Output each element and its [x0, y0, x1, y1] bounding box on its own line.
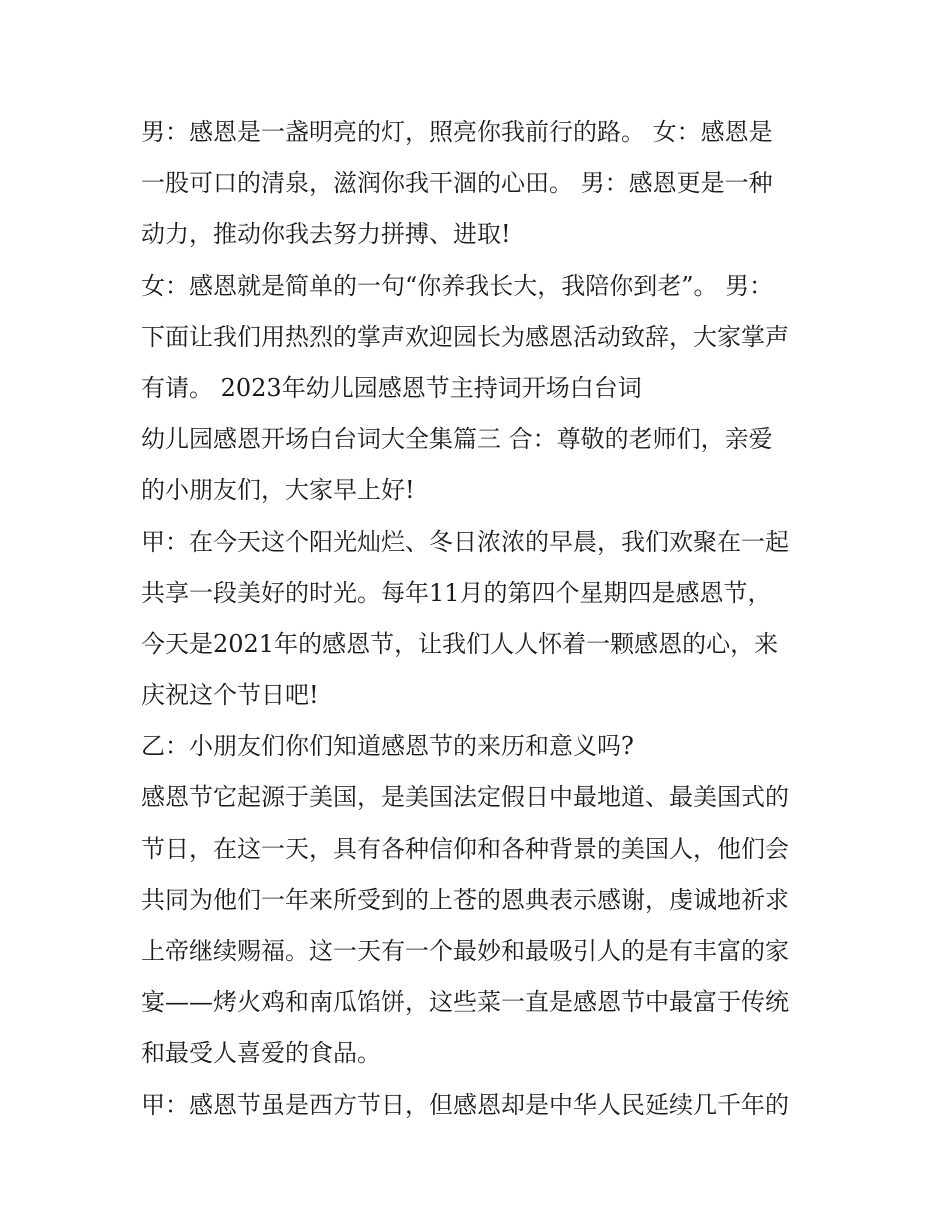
text-line: 女：感恩就是简单的一句“你养我长大，我陪你到老”。 男：	[141, 271, 774, 300]
text-line: 动力，推动你我去努力拼搏、进取!	[141, 220, 511, 249]
text-line: 甲：在今天这个阳光灿烂、冬日浓浓的早晨，我们欢聚在一起	[141, 527, 789, 556]
text-line: 幼儿园感恩开场白台词大全集篇三 合：尊敬的老师们，亲爱	[141, 425, 773, 454]
text-line: 下面让我们用热烈的掌声欢迎园长为感恩活动致辞，大家掌声	[141, 322, 789, 351]
text-line: 和最受人喜爱的食品。	[141, 1039, 381, 1068]
document-body	[141, 107, 821, 1131]
text-line: 乙：小朋友们你们知道感恩节的来历和意义吗?	[141, 732, 634, 761]
text-line: 宴——烤火鸡和南瓜馅饼，这些菜一直是感恩节中最富于传统	[141, 988, 789, 1017]
text-line: 今天是2021年的感恩节，让我们人人怀着一颗感恩的心，来	[141, 629, 779, 658]
text-line: 上帝继续赐福。这一天有一个最妙和最吸引人的是有丰富的家	[141, 937, 789, 965]
text-line: 的小朋友们，大家早上好!	[141, 476, 415, 505]
text-line: 男：感恩是一盏明亮的灯，照亮你我前行的路。 女：感恩是	[141, 118, 773, 146]
text-line: 感恩节它起源于美国，是美国法定假日中最地道、最美国式的	[141, 783, 789, 812]
text-line: 甲：感恩节虽是西方节日，但感恩却是中华人民延续几千年的	[141, 1090, 789, 1119]
text-line: 庆祝这个节日吧!	[141, 681, 319, 710]
text-line: 一股可口的清泉，滋润你我干涸的心田。 男：感恩更是一种	[141, 169, 773, 198]
text-line: 节日，在这一天，具有各种信仰和各种背景的美国人，他们会	[141, 834, 789, 863]
text-line: 共同为他们一年来所受到的上苍的恩典表示感谢，虔诚地祈求	[141, 885, 789, 914]
text-line: 共享一段美好的时光。每年11月的第四个星期四是感恩节，	[141, 578, 772, 607]
text-line: 有请。 2023年幼儿园感恩节主持词开场白台词	[141, 373, 642, 402]
